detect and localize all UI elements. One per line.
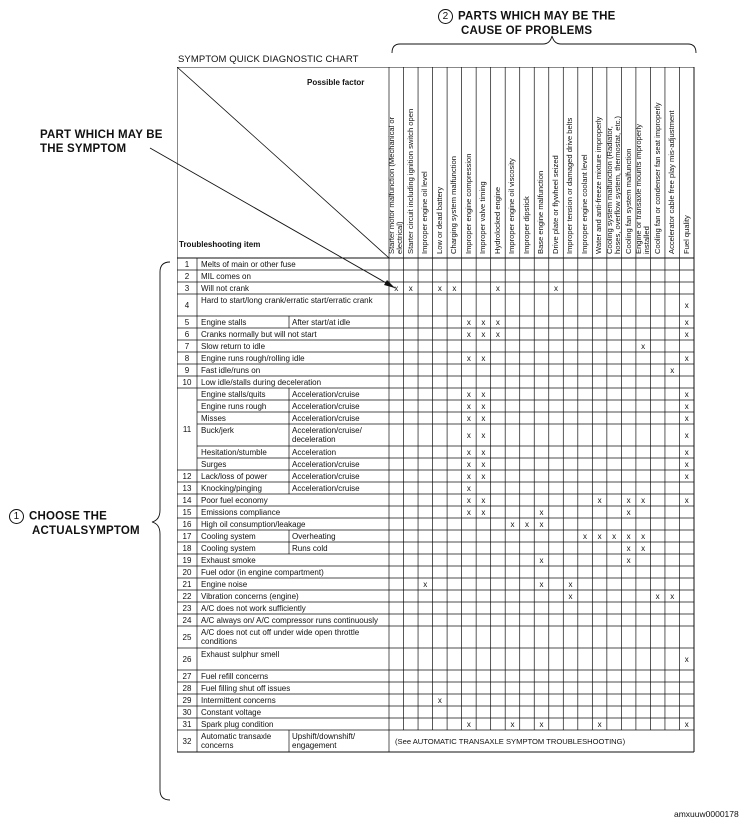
factor-header: Base engine malfunction [536,170,546,254]
row-item: Fuel refill concerns [201,671,269,681]
factor-mark: x [670,591,675,601]
factor-mark: x [466,389,471,399]
row-condition: Upshift/downshift/ engagement [292,732,356,750]
row-condition: Acceleration [292,447,337,457]
factor-mark: x [423,579,428,589]
factor-mark: x [597,531,602,541]
factor-mark: x [466,353,471,363]
row-item: Hard to start/long crank/erratic start/erratic crank [201,296,373,305]
row-item: Hesitation/stumble [201,447,267,457]
factor-mark: x [684,317,689,327]
row-number: 16 [182,519,192,529]
factor-mark: x [684,329,689,339]
row-item: Engine runs rough/rolling idle [201,353,305,363]
row-item: Emissions compliance [201,507,281,517]
factor-header: Engine or transaxle mounts improperly installed [633,124,652,254]
factor-mark: x [684,719,689,729]
factor-mark: x [466,471,471,481]
row-item: Engine runs rough [201,401,267,411]
factor-header: Improper engine coolant level [579,154,589,254]
factor-mark: x [684,389,689,399]
factor-mark: x [554,283,558,293]
row-number: 4 [184,300,190,310]
row-number: 9 [184,365,190,375]
factor-mark: x [466,317,471,327]
factor-mark: x [481,401,486,411]
factor-mark: x [466,483,471,493]
factor-mark: x [626,543,631,553]
symptom-callout-line2: THE SYMPTOM [40,143,127,155]
callout-number-1: 1 [9,509,24,524]
row-item: Cranks normally but will not start [201,329,317,339]
row-number: 3 [184,283,190,293]
factor-mark: x [510,519,515,529]
factor-mark: x [655,591,660,601]
factor-mark: x [670,365,675,375]
row-item: High oil consumption/leakage [201,519,306,529]
row-item: Vibration concerns (engine) [201,591,299,601]
factor-mark: x [481,317,486,327]
row-item: Poor fuel economy [201,495,268,505]
factor-mark: x [481,329,486,339]
factor-header: Improper engine oil level [420,171,430,254]
row-item: Fast idle/runs on [201,365,261,375]
factor-header: Improper valve timing [478,181,488,254]
row-item: Exhaust sulphur smell [201,650,280,659]
row-number: 28 [182,683,192,693]
factor-mark: x [597,719,602,729]
factor-mark: x [684,654,689,664]
row-condition: After start/at idle [292,317,351,327]
row-condition: Overheating [292,531,336,541]
row-number: 17 [182,531,192,541]
row-condition: Acceleration/cruise [292,471,360,481]
row-number: 1 [184,259,190,269]
factor-header: Charging system malfunction [449,156,459,254]
row-item: Engine noise [201,579,248,589]
factor-mark: x [612,531,617,541]
row-item: Misses [201,413,226,423]
factor-mark: x [641,495,646,505]
factor-mark: x [684,495,689,505]
factor-mark: x [626,555,631,565]
factor-mark: x [641,341,646,351]
row-item: Will not crank [201,283,250,293]
row-number: 21 [182,579,192,589]
row-number: 15 [182,507,192,517]
factor-mark: x [684,300,689,310]
factor-mark: x [539,579,544,589]
factor-header: Fuel quality [681,215,691,254]
factor-mark: x [481,447,486,457]
factor-mark: x [684,471,689,481]
factor-mark: x [466,495,471,505]
factor-mark: x [408,283,413,293]
factor-mark: x [481,430,486,440]
factor-mark: x [626,507,631,517]
symptom-callout-line1: PART WHICH MAY BE [40,129,163,141]
row-item: Fuel odor (in engine compartment) [201,567,324,577]
row-item: Cooling system [201,531,256,541]
factor-mark: x [481,495,486,505]
chart-title: SYMPTOM QUICK DIAGNOSTIC CHART [178,54,359,65]
troubleshooting-item-label: Troubleshooting item [179,240,261,249]
causes-callout-line2: CAUSE OF PROBLEMS [461,25,593,37]
factor-header: Cooling fan or condenser fan seat improperly [652,102,662,254]
factor-mark: x [481,507,486,517]
row-item: Cooling system [201,543,256,553]
factor-mark: x [539,555,544,565]
row-number: 6 [184,329,190,339]
row-note: (See AUTOMATIC TRANSAXLE SYMPTOM TROUBLESHOOTING) [395,736,626,746]
factor-mark: x [568,591,573,601]
factor-mark: x [481,459,486,469]
grid-line [177,67,389,258]
factor-header: Improper engine compression [463,153,473,254]
row-number: 14 [182,495,192,505]
row-item: Constant voltage [201,707,262,717]
row-number: 26 [182,654,192,664]
row-number: 10 [182,377,192,387]
row-number: 8 [184,353,190,363]
factor-header: Accelerator cable free play mis-adjustment [667,110,677,254]
factor-mark: x [597,495,602,505]
row-condition: Acceleration/cruise [292,413,360,423]
factor-header: Improper tension or damaged drive belts [565,117,575,254]
factor-header: Improper engine oil viscosity [507,158,517,254]
factor-mark: x [394,283,399,293]
causes-callout-line1: PARTS WHICH MAY BE THE [458,10,616,23]
row-item: Fuel filling shut off issues [201,683,291,693]
row-item: Surges [201,459,227,469]
row-number: 22 [182,591,192,601]
factor-mark: x [452,283,457,293]
factor-mark: x [495,283,500,293]
factor-mark: x [641,543,646,553]
row-item: Buck/jerk [201,426,234,435]
row-condition: Acceleration/cruise [292,401,360,411]
factor-mark: x [466,447,471,457]
factor-mark: x [539,719,544,729]
row-number: 27 [182,671,192,681]
row-item: Knocking/pinging [201,483,262,493]
factor-mark: x [684,413,689,423]
factor-header: Hydrolocked engine [492,186,502,254]
row-number: 12 [182,471,192,481]
row-item: Melts of main or other fuse [201,259,296,269]
row-item: Lack/loss of power [201,471,268,481]
factor-mark: x [539,519,544,529]
row-item: Spark plug condition [201,719,274,729]
factor-mark: x [437,695,442,705]
factor-mark: x [466,719,471,729]
factor-mark: x [524,519,529,529]
choose-callout-line1: CHOOSE THE [29,510,108,523]
row-item: MIL comes on [201,271,251,281]
row-number: 5 [184,317,190,327]
row-number: 30 [182,707,192,717]
row-item: A/C does not work sufficiently [201,603,306,613]
factor-header: Low or dead battery [434,186,444,254]
row-condition: Acceleration/cruise [292,483,360,493]
factor-mark: x [481,471,486,481]
row-number: 7 [184,341,190,351]
factor-mark: x [684,430,689,440]
factor-mark: x [466,401,471,411]
factor-mark: x [684,353,689,363]
factor-header: Starter motor malfunction (Mechanical or electrical) [387,116,405,254]
row-item: Slow return to idle [201,341,266,351]
row-number: 11 [182,424,192,434]
factor-mark: x [684,401,689,411]
factor-mark: x [641,531,646,541]
factor-mark: x [539,507,544,517]
row-item: A/C always on/ A/C compressor runs continuously [201,615,378,625]
row-number: 23 [182,603,192,613]
row-item: Automatic transaxle concerns [201,732,272,750]
row-number: 32 [182,736,192,746]
factor-mark: x [481,389,486,399]
factor-header: Cooling system malfunction (Radiator, hoses, overflow system, thermostat, etc.) [604,115,623,254]
factor-mark: x [481,353,486,363]
row-number: 18 [182,543,192,553]
row-item: Engine stalls [201,317,247,327]
factor-mark: x [626,495,631,505]
factor-mark: x [466,507,471,517]
choose-callout-line2: ACTUALSYMPTOM [32,525,140,537]
factor-mark: x [466,459,471,469]
factor-header: Starter circuit including ignition switch open [405,108,415,254]
factor-mark: x [495,329,500,339]
factor-mark: x [481,413,486,423]
factor-header: Water and anti-freeze mixture improperly [594,116,604,254]
possible-factor-label: Possible factor [307,78,365,87]
factor-mark: x [684,447,689,457]
factor-header: Improper dipstick [521,196,531,254]
row-item: A/C does not cut off under wide open throttle conditions [201,628,360,646]
row-condition: Acceleration/cruise [292,459,360,469]
factor-header: Cooling fan system malfunction [623,148,633,254]
factor-mark: x [684,459,689,469]
row-number: 29 [182,695,192,705]
row-number: 31 [182,719,192,729]
row-condition: Runs cold [292,543,328,553]
factor-header: Drive plate or flywheel seized [550,155,560,254]
row-number: 24 [182,615,192,625]
row-item: Low idle/stalls during deceleration [201,377,322,387]
row-number: 13 [182,483,192,493]
factor-mark: x [437,283,442,293]
image-code: amxuuw0000178 [674,809,739,819]
row-number: 20 [182,567,192,577]
row-condition: Acceleration/cruise [292,389,360,399]
factor-mark: x [466,413,471,423]
factor-mark: x [583,531,588,541]
factor-mark: x [466,329,471,339]
callout-number-2: 2 [438,9,453,24]
row-item: Exhaust smoke [201,555,256,565]
row-condition: Acceleration/cruise/ deceleration [292,426,362,444]
factor-mark: x [466,430,471,440]
row-number: 25 [182,632,192,642]
row-item: Engine stalls/quits [201,389,266,399]
row-number: 2 [184,271,190,281]
row-number: 19 [182,555,192,565]
factor-mark: x [495,317,500,327]
factor-mark: x [626,531,631,541]
row-item: Intermittent concerns [201,695,276,705]
factor-mark: x [568,579,573,589]
factor-mark: x [510,719,515,729]
